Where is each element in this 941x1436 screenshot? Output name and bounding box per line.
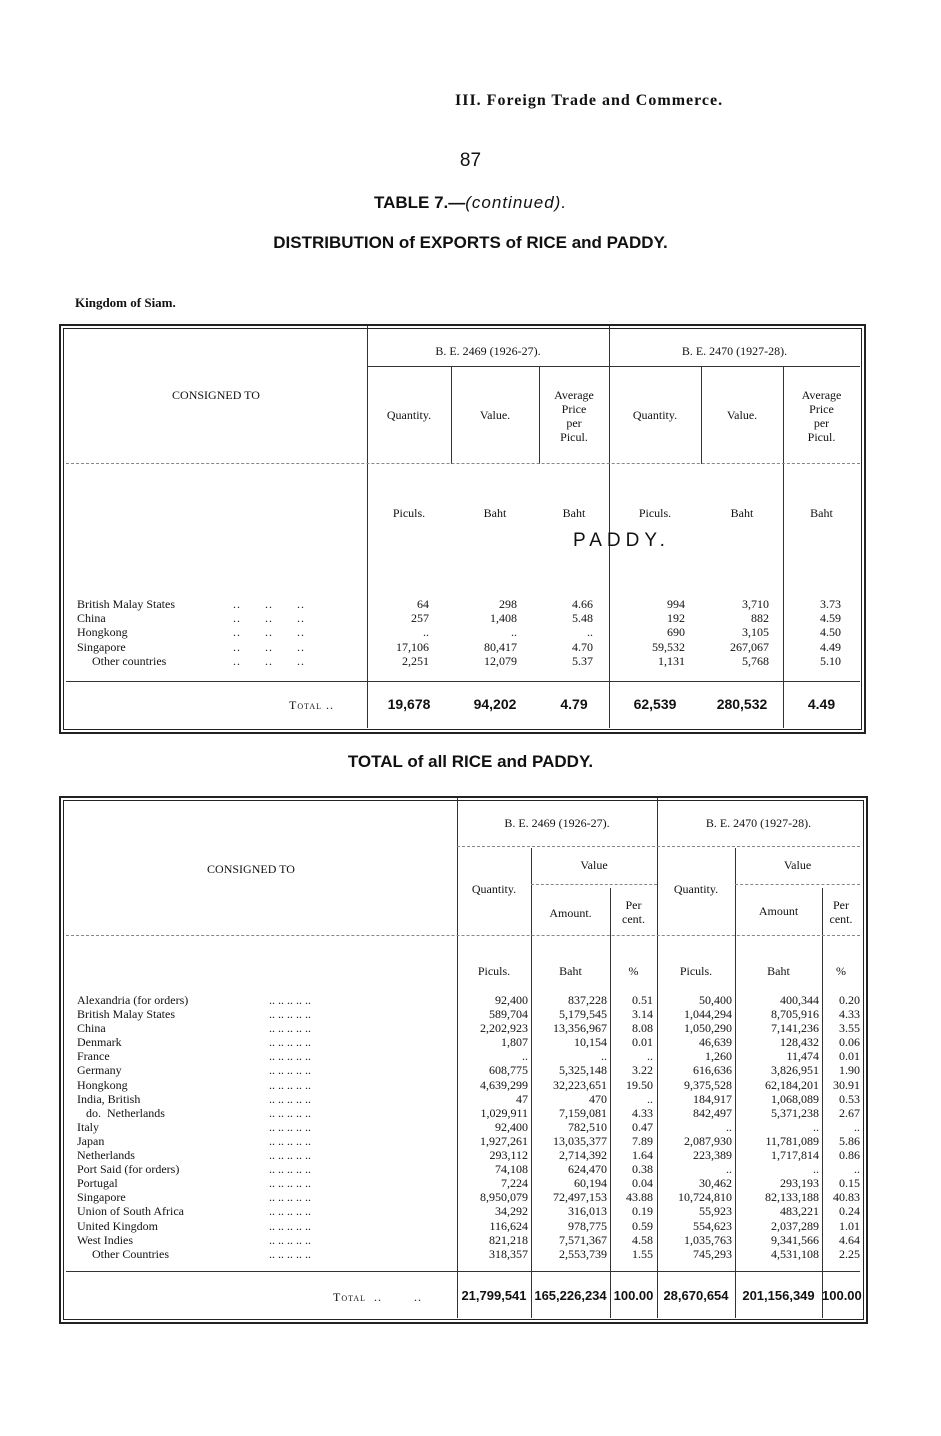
quantity-header: Quantity.: [471, 882, 517, 896]
value-header: Value: [580, 858, 608, 872]
dots-row: .. .. .. .. ..: [269, 1091, 311, 1106]
dots-row: .. .. .. .. ..: [269, 1077, 311, 1092]
period-1926-27: B. E. 2469 (1926-27).: [504, 816, 610, 830]
running-head: III. Foreign Trade and Commerce.: [455, 92, 724, 109]
unit-baht: Baht: [559, 964, 582, 978]
dots-row: .. .. .. .. ..: [269, 993, 311, 1007]
dots-row: .. .. .. .. ..: [269, 1063, 311, 1078]
dots-row: .. .. .. .. ..: [269, 1190, 311, 1205]
dots-row: .. .. .. .. ..: [269, 1232, 311, 1247]
country-list: British Malay States China Hongkong Singapore Other countries: [77, 597, 175, 668]
total-avg-price-1927: 4.49: [807, 696, 836, 712]
avg-price-1926: 4.66 5.48 .. 4.70 5.37: [572, 597, 593, 668]
quantity-header-2: Quantity.: [632, 408, 678, 422]
unit-piculs: Piculs.: [477, 964, 511, 978]
amount-1926: 837,228 5,179,545 13,356,967 10,154 .. 5,325,148 32,223,651 470 7,159,081 782,510 13,035,377 2,714,392 624,470 60,194 72,497,153 316,013 978,775 7,571,367 2,553,739: [553, 993, 607, 1261]
dots-row: .. .. .. .. ..: [269, 1021, 311, 1036]
dots-row: .. .. .. .. ..: [269, 1148, 311, 1163]
amount-header: Amount.: [549, 906, 592, 920]
paddy-table: [59, 324, 866, 734]
value-1926: 298 1,408 .. 80,417 12,079: [484, 597, 517, 668]
dots-row: .. .. .. .. ..: [269, 1119, 311, 1134]
amount-header-2: Amount: [758, 904, 799, 918]
dots-row: .. .. .. .. ..: [269, 1105, 311, 1120]
dots-row: .. .. .. .. ..: [269, 1204, 311, 1219]
unit-baht: Baht: [483, 506, 507, 520]
consigned-to-header: CONSIGNED TO: [207, 862, 295, 876]
total-label: Total ..: [289, 698, 335, 712]
unit-percent: %: [836, 964, 846, 978]
total-label: Total .. ..: [333, 1290, 423, 1304]
section-paddy: PADDY.: [573, 530, 670, 551]
value-1927: 3,710 882 3,105 267,067 5,768: [730, 597, 769, 668]
percent-header: Per cent.: [622, 898, 645, 926]
unit-baht: Baht: [810, 506, 833, 520]
unit-percent: %: [628, 964, 639, 978]
value-header: Value.: [479, 408, 511, 422]
table-title-main: TABLE 7.—: [373, 193, 466, 212]
total-value-1927: 280,532: [716, 696, 768, 712]
total-quantity-1927: 62,539: [633, 696, 677, 712]
second-table-title: TOTAL of all RICE and PADDY.: [347, 752, 594, 771]
quantity-1927: 50,400 1,044,294 1,050,290 46,639 1,260 616,636 9,375,528 184,917 842,497 .. 2,087,930 223,389 .. 30,462 10,724,810 55,923 554,623 1,035,763 745,293: [678, 993, 732, 1261]
avg-price-header: Average Price per Picul.: [554, 388, 594, 444]
total-value-1926: 94,202: [473, 696, 517, 712]
table-subtitle: DISTRIBUTION of EXPORTS of RICE and PADDY.: [273, 233, 668, 252]
percent-1926: 0.51 3.14 8.08 0.01 .. 3.22 19.50 .. 4.33 0.47 7.89 1.64 0.38 0.04 43.88 0.19 0.59 4.58 1.55: [626, 993, 653, 1261]
leader-dots: .. .. .. .. .. .. .. .. .. .. .. .. .. .. ..: [233, 597, 305, 668]
period-1926-27: B. E. 2469 (1926-27).: [435, 344, 541, 358]
dots-row: .. .. .. .. ..: [269, 1176, 311, 1191]
avg-price-header-2: Average Price per Picul.: [801, 388, 842, 444]
quantity-1927: 994 192 690 59,532 1,131: [652, 597, 685, 668]
avg-price-1927: 3.73 4.59 4.50 4.49 5.10: [820, 597, 841, 668]
value-header-2: Value.: [726, 408, 758, 422]
total-percent-1927: 100.00: [822, 1288, 862, 1303]
total-avg-price-1926: 4.79: [560, 696, 588, 712]
country-list: Alexandria (for orders) British Malay States China Denmark France Germany Hongkong India, British do. Netherlands Italy Japan Netherlands Port Said (for orders) Portugal Singapore Union of South Africa United Kingdom West Indies Other Countries: [77, 993, 189, 1261]
percent-1927: 0.20 4.33 3.55 0.06 0.01 1.90 30.91 0.53 2.67 .. 5.86 0.86 .. 0.15 40.83 0.24 1.01 4.64 2.25: [833, 993, 860, 1261]
dots-row: .. .. .. .. ..: [269, 1049, 311, 1064]
total-rice-paddy-table: [59, 796, 868, 1324]
total-amount-1926: 165,226,234: [534, 1288, 607, 1303]
dots-row: .. .. .. .. ..: [269, 1246, 311, 1261]
quantity-1926: 64 257 .. 17,106 2,251: [396, 597, 429, 668]
dots-row: .. .. .. .. ..: [269, 1007, 311, 1022]
unit-piculs: Piculs.: [679, 964, 713, 978]
kingdom-label: Kingdom of Siam.: [75, 295, 176, 310]
quantity-header: Quantity.: [386, 408, 432, 422]
period-1927-28: B. E. 2470 (1927-28).: [705, 816, 812, 830]
unit-baht: Baht: [767, 964, 790, 978]
unit-baht: Baht: [730, 506, 754, 520]
total-quantity-1926: 21,799,541: [461, 1288, 527, 1303]
leader-dots: [269, 993, 455, 1261]
quantity-1926: 92,400 589,704 2,202,923 1,807 .. 608,775 4,639,299 47 1,029,911 92,400 1,927,261 293,112 74,108 7,224 8,950,079 34,292 116,624 821,218 318,357: [480, 993, 528, 1261]
page-number: 87: [459, 150, 482, 171]
value-header-2: Value: [783, 858, 812, 872]
percent-header-2: Per cent.: [829, 898, 853, 926]
period-1927-28: B. E. 2470 (1927-28).: [681, 344, 788, 358]
quantity-header-2: Quantity.: [673, 882, 719, 896]
total-quantity-1926: 19,678: [387, 696, 431, 712]
unit-piculs: Piculs.: [392, 506, 426, 520]
dots-row: .. .. .. .. ..: [269, 1162, 311, 1177]
unit-piculs: Piculs.: [638, 506, 672, 520]
unit-baht: Baht: [562, 506, 586, 520]
dots-row: .. .. .. .. ..: [269, 1133, 311, 1148]
total-quantity-1927: 28,670,654: [663, 1288, 729, 1303]
table-title-suffix: (continued).: [465, 193, 568, 212]
dots-row: .. .. .. .. ..: [269, 1218, 311, 1233]
total-amount-1927: 201,156,349: [742, 1288, 815, 1303]
amount-1927: 400,344 8,705,916 7,141,236 128,432 11,474 3,826,951 62,184,201 1,068,089 5,371,238 .. 11,781,089 1,717,814 .. 293,193 82,133,188 483,221 2,037,289 9,341,566 4,531,108: [765, 993, 819, 1261]
table-title: [0, 193, 941, 213]
total-percent-1926: 100.00: [613, 1288, 654, 1303]
dots-row: .. .. .. .. ..: [269, 1035, 311, 1050]
consigned-to-header: CONSIGNED TO: [172, 388, 260, 402]
